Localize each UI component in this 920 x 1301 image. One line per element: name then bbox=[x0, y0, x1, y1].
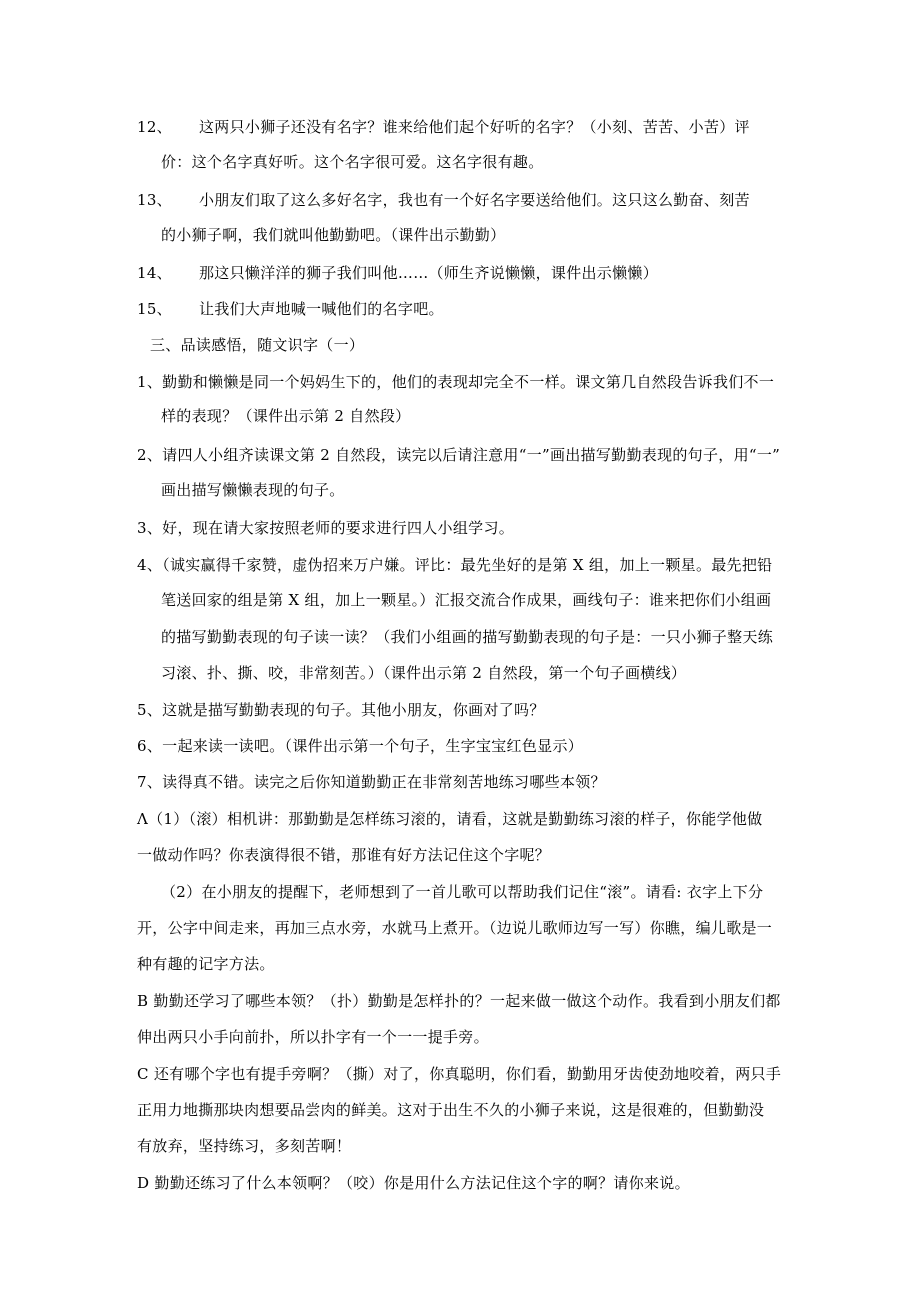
paragraph-a2-line-3: 种有趣的记字方法。 bbox=[137, 955, 275, 973]
paragraph-a-line-2: 一做动作吗？你表演得很不错，那谁有好方法记住这个字呢？ bbox=[137, 846, 551, 864]
item-number: 12、 bbox=[137, 118, 172, 136]
paragraph-2-line-2: 画出描写懒懒表现的句子。 bbox=[161, 481, 345, 499]
paragraph-7: 7、读得真不错。读完之后你知道勤勤正在非常刻苦地练习哪些本领？ bbox=[137, 773, 606, 791]
paragraph-a2-line-2: 开，公字中间走来，再加三点水旁，水就马上煮开。（边说儿歌师边写一写）你瞧，编儿歌是一 bbox=[137, 919, 773, 937]
paragraph-1-line-1: 1、勤勤和懒懒是同一个妈妈生下的，他们的表现却完全不一样。课文第几自然段告诉我们不一 bbox=[137, 373, 775, 391]
item-number: 13、 bbox=[137, 191, 172, 209]
section-heading: 三、品读感悟，随文识字（一） bbox=[150, 336, 365, 354]
paragraph-3: 3、好，现在请大家按照老师的要求进行四人小组学习。 bbox=[137, 519, 515, 537]
item-text: 让我们大声地喊一喊他们的名字吧。 bbox=[199, 300, 444, 318]
paragraph-4-line-1: 4、（诚实赢得千家赞，虚伪招来万户嫌。评比：最先坐好的是第 X 组，加上一颗星。最先把铅 bbox=[137, 556, 773, 574]
paragraph-5: 5、这就是描写勤勤表现的句子。其他小朋友，你画对了吗？ bbox=[137, 701, 545, 719]
list-item-13 bbox=[137, 190, 750, 210]
list-item-12 bbox=[137, 117, 750, 137]
paragraph-b-line-1: B 勤勤还学习了哪些本领？（扑）勤勤是怎样扑的？一起来做一做这个动作。我看到小朋友们都 bbox=[137, 992, 781, 1010]
item-text: 那这只懒洋洋的狮子我们叫他……（师生齐说懒懒，课件出示懒懒） bbox=[199, 264, 659, 282]
item-text: 小朋友们取了这么多好名字，我也有一个好名字要送给他们。这只这么勤奋、刻苦 bbox=[199, 191, 750, 209]
paragraph-c-line-1: C 还有哪个字也有提手旁啊？（撕）对了，你真聪明，你们看，勤勤用牙齿使劲地咬着，两只手 bbox=[137, 1065, 782, 1083]
paragraph-a2-line-1: （2）在小朋友的提醒下，老师想到了一首儿歌可以帮助我们记住“滚”。请看: 衣字上下分 bbox=[161, 883, 764, 901]
item-number: 14、 bbox=[137, 264, 172, 282]
paragraph-6: 6、一起来读一读吧。（课件出示第一个句子，生字宝宝红色显示） bbox=[137, 737, 584, 755]
paragraph-1-line-2: 样的表现？（课件出示第 2 自然段） bbox=[161, 407, 411, 425]
paragraph-4-line-4: 习滚、扑、撕、咬，非常刻苦。）（课件出示第 2 自然段，第一个句子画横线） bbox=[161, 664, 687, 682]
paragraph-a-line-1: Λ（1）（滚）相机讲：那勤勤是怎样练习滚的，请看，这就是勤勤练习滚的样子，你能学他做 bbox=[137, 810, 763, 828]
item-number: 15、 bbox=[137, 300, 172, 318]
item-text: 这两只小狮子还没有名字？谁来给他们起个好听的名字？（小刻、苦苦、小苦）评 bbox=[199, 118, 750, 136]
paragraph-b-line-2: 伸出两只小手向前扑，所以扑字有一个一一提手旁。 bbox=[137, 1028, 489, 1046]
paragraph-c-line-2: 正用力地撕那块肉想要品尝肉的鲜美。这对于出生不久的小狮子来说，这是很难的，但勤勤没 bbox=[137, 1101, 765, 1119]
text-line: 价：这个名字真好听。这个名字很可爱。这名字很有趣。 bbox=[161, 153, 544, 171]
paragraph-2-line-1: 2、请四人小组齐读课文第 2 自然段，读完以后请注意用“一”画出描写勤勤表现的句子，用“一” bbox=[137, 446, 781, 464]
paragraph-c-line-3: 有放弃，坚持练习，多刻苦啊！ bbox=[137, 1137, 352, 1155]
paragraph-d: D 勤勤还练习了什么本领啊？（咬）你是用什么方法记住这个字的啊？请你来说。 bbox=[137, 1174, 690, 1192]
text-line: 的小狮子啊，我们就叫他勤勤吧。（课件出示勤勤） bbox=[161, 226, 506, 244]
list-item-15 bbox=[137, 299, 444, 319]
paragraph-4-line-2: 笔送回家的组是第 X 组，加上一颗星。）汇报交流合作成果，画线句子：谁来把你们小组画 bbox=[161, 591, 772, 609]
paragraph-4-line-3: 的描写勤勤表现的句子读一读？（我们小组画的描写勤勤表现的句子是：一只小狮子整天练 bbox=[161, 628, 774, 646]
list-item-14 bbox=[137, 263, 658, 283]
